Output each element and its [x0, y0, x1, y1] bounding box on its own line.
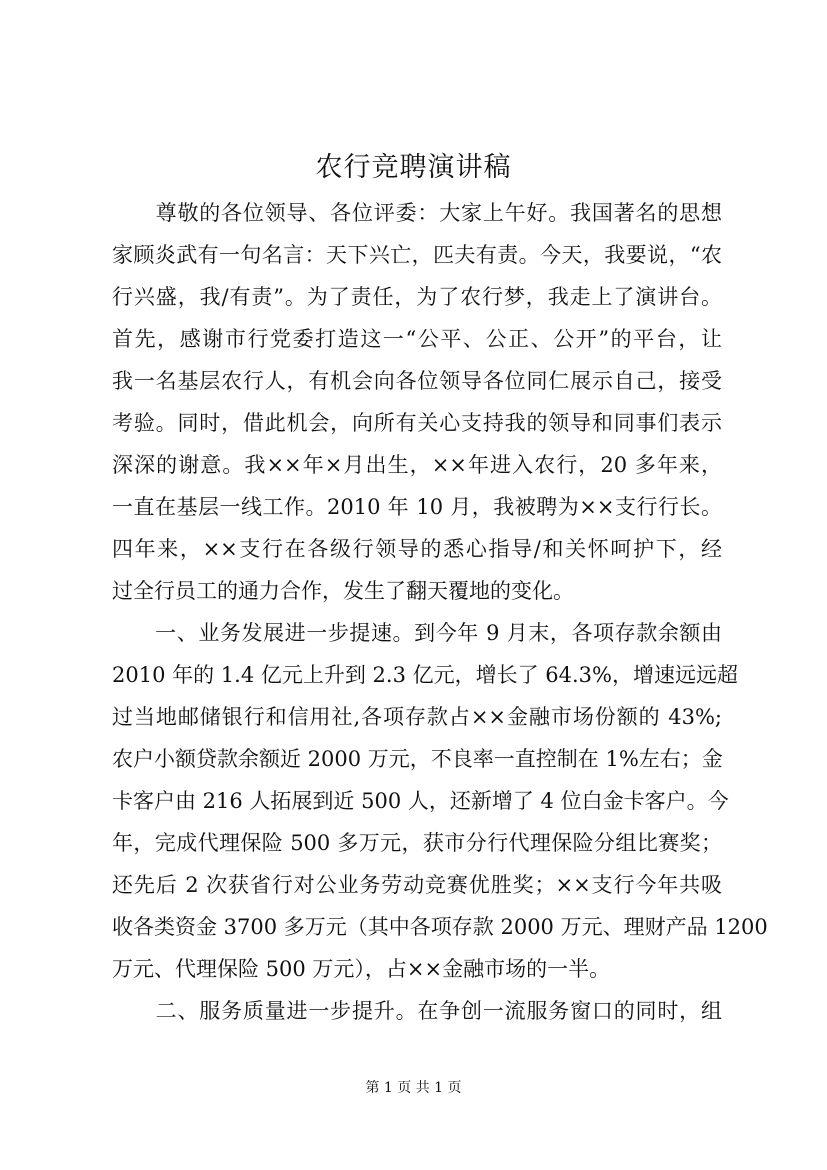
body-line: 考验。同时，借此机会，向所有关心支持我的领导和同事们表示 — [112, 411, 722, 435]
body-line: 年，完成代理保险 500 多万元，获市分行代理保险分组比赛奖； — [112, 831, 722, 855]
body-line: 二、服务质量进一步提升。在争创一流服务窗口的同时，组 — [112, 999, 722, 1023]
document-title: 农行竞聘演讲稿 — [315, 152, 512, 183]
page-footer: 第 1 页 共 1 页 — [365, 1080, 462, 1096]
body-line: 过全行员工的通力合作，发生了翻天覆地的变化。 — [112, 579, 574, 603]
body-line: 2010 年的 1.4 亿元上升到 2.3 亿元，增长了 64.3%，增速远远超 — [112, 663, 738, 687]
body-line: 一、业务发展进一步提速。到今年 9 月末，各项存款余额由 — [112, 621, 722, 645]
body-line: 一直在基层一线工作。2010 年 10 月，我被聘为××支行行长。 — [112, 495, 722, 519]
body-line: 行兴盛，我/有责”。为了责任，为了农行梦，我走上了演讲台。 — [112, 285, 722, 309]
body-line: 农户小额贷款余额近 2000 万元，不良率一直控制在 1%左右；金 — [112, 747, 723, 771]
body-line: 深深的谢意。我××年×月出生，××年进入农行，20 多年来， — [112, 453, 722, 477]
body-line: 万元、代理保险 500 万元），占××金融市场的一半。 — [112, 957, 611, 981]
body-line: 卡客户由 216 人拓展到近 500 人，还新增了 4 位白金卡客户。今 — [112, 789, 729, 813]
body-line: 过当地邮储银行和信用社,各项存款占××金融市场份额的 43%; — [112, 705, 722, 729]
body-line: 首先，感谢市行党委打造这一“公平、公正、公开”的平台，让 — [112, 327, 722, 351]
body-line: 尊敬的各位领导、各位评委：大家上午好。我国著名的思想 — [112, 201, 722, 225]
body-line: 家顾炎武有一句名言：天下兴亡，匹夫有责。今天，我要说，“农 — [112, 243, 722, 267]
body-line: 四年来，××支行在各级行领导的悉心指导/和关怀呵护下，经 — [112, 537, 722, 561]
body-line: 还先后 2 次获省行对公业务劳动竞赛优胜奖；××支行今年共吸 — [112, 873, 722, 897]
body-line: 我一名基层农行人，有机会向各位领导各位同仁展示自己，接受 — [112, 369, 722, 393]
body-line: 收各类资金 3700 多万元（其中各项存款 2000 万元、理财产品 1200 — [112, 915, 768, 939]
